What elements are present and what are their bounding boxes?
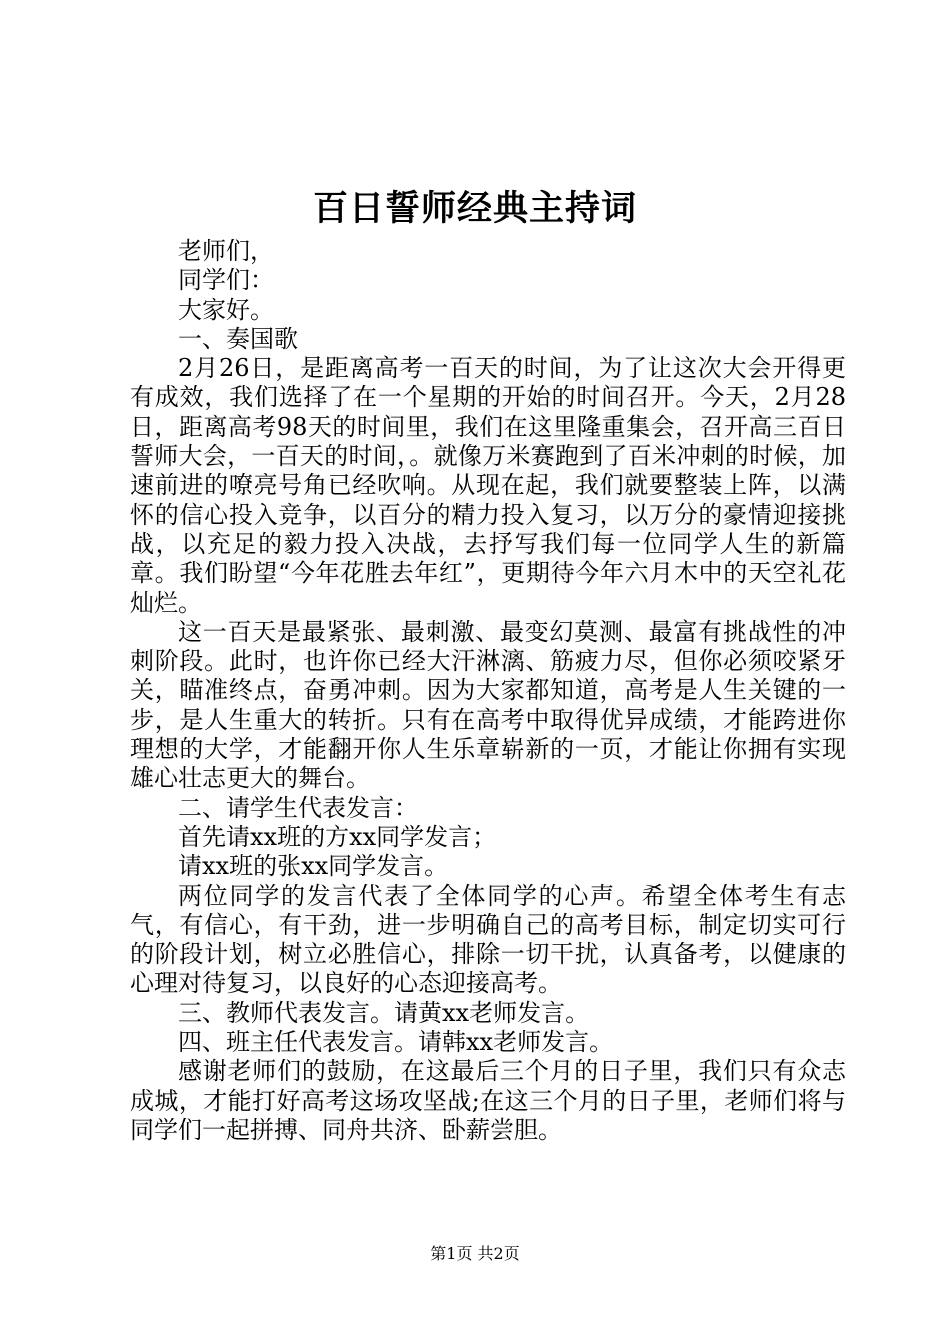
paragraph-body: 感谢老师们的鼓励，在这最后三个月的日子里，我们只有众志成城，才能打好高考这场攻坚战;在这三个月的日子里，老师们将与同学们一起拼搏、同舟共济、卧薪尝胆。 xyxy=(130,1057,846,1144)
paragraph-section-2: 二、请学生代表发言： xyxy=(178,793,418,822)
paragraph-section-1: 一、奏国歌 xyxy=(178,324,298,353)
document-title: 百日誓师经典主持词 xyxy=(312,188,637,229)
paragraph-body: 2月26日，是距离高考一百天的时间，为了让这次大会开得更有成效，我们选择了在一个星期的开始的时间召开。今天，2月28日，距离高考98天的时间里，我们在这里隆重集会，召开高三百日誓师大会，一百天的时间，。就像万米赛跑到了百米冲刺的时候，加速前进的嘹亮号角已经吹响。从现在起，我们就要整装上阵，以满怀的信心投入竞争，以百分的精力投入复习，以万分的豪情迎接挑战，以充足的毅力投入决战，去抒写我们每一位同学人生的新篇章。我们盼望“今年花胜去年红”，更期待今年六月木中的天空礼花灿烂。 xyxy=(130,354,846,617)
page-footer: 第1页 共2页 xyxy=(430,1244,520,1263)
paragraph-greeting-all: 大家好。 xyxy=(178,295,274,324)
paragraph-greeting-students: 同学们： xyxy=(178,266,274,295)
paragraph-body: 两位同学的发言代表了全体同学的心声。希望全体考生有志气，有信心，有干劲，进一步明确自己的高考目标，制定切实可行的阶段计划，树立必胜信心，排除一切干扰，认真备考，以健康的心理对待复习，以良好的心态迎接高考。 xyxy=(130,881,846,998)
paragraph-body: 请xx班的张xx同学发言。 xyxy=(178,852,449,881)
document-body xyxy=(130,237,846,1145)
paragraph-section-3: 三、教师代表发言。请黄xx老师发言。 xyxy=(178,998,590,1027)
paragraph-body: 首先请xx班的方xx同学发言； xyxy=(178,822,497,851)
paragraph-body: 这一百天是最紧张、最刺激、最变幻莫测、最富有挑战性的冲刺阶段。此时，也许你已经大汗淋漓、筋疲力尽，但你必须咬紧牙关，瞄准终点，奋勇冲刺。因为大家都知道，高考是人生关键的一步，是人生重大的转折。只有在高考中取得优异成绩，才能跨进你理想的大学，才能翻开你人生乐章崭新的一页，才能让你拥有实现雄心壮志更大的舞台。 xyxy=(130,617,846,793)
paragraph-section-4: 四、班主任代表发言。请韩xx老师发言。 xyxy=(178,1028,614,1057)
paragraph-greeting-teachers: 老师们， xyxy=(178,237,274,265)
